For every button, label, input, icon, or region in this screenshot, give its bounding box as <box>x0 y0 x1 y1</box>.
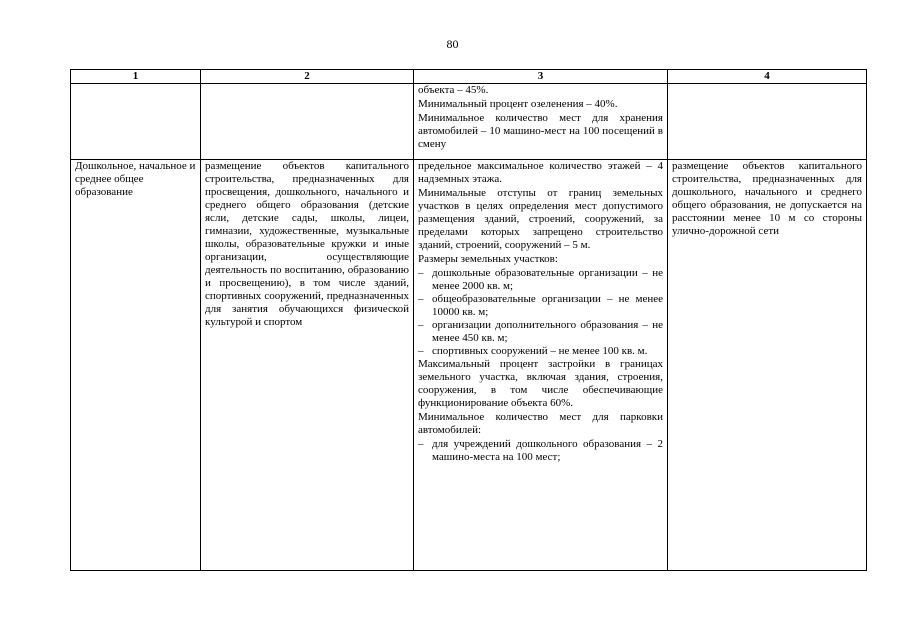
row1-col1 <box>71 84 201 160</box>
list-item-text: спортивных сооружений – не менее 100 кв. м. <box>432 345 648 357</box>
header-col-4: 4 <box>668 70 867 84</box>
list-item <box>418 438 663 464</box>
dash-mark: – <box>418 319 424 331</box>
row1-col4 <box>668 84 867 160</box>
restrictions: размещение объектов капитального строительства, предназначенных для дошкольного, начального и среднего общего образования, не допускается на расстоянии менее 10 м со стороны улично-дорожной сети <box>668 160 867 571</box>
floors-limit: предельное максимальное количество этажей – 4 надземных этажа. <box>418 160 663 185</box>
list-item <box>418 267 663 293</box>
row1-col3 <box>414 84 668 160</box>
header-col-1: 1 <box>71 70 201 84</box>
table-row <box>71 160 867 571</box>
parameters-cell <box>414 160 668 571</box>
header-col-3: 3 <box>414 70 668 84</box>
list-item <box>418 345 663 358</box>
page-number: 80 <box>446 37 459 51</box>
row1-col3-line2: Минимальный процент озеленения – 40%. <box>418 98 618 110</box>
setbacks: Минимальные отступы от границ земельных участков в целях определения мест допустимого размещения зданий, строений, сооружений, за пределами которых запрещено строительство зданий, строений, сооружений – 5 м. <box>418 187 663 251</box>
list-item-text: дошкольные образовательные организации – не менее 2000 кв. м; <box>432 267 663 292</box>
activity-description: размещение объектов капитального строительства, предназначенных для просвещения, дошкольного, начального и среднего общего образования (детские ясли, детские сады, школы, лицеи, гимназии, художественные, музыкальные школы, образовательные кружки и иные организации, осуществляющие деятельность по воспитанию, образованию и просвещению), в том числе зданий, спортивных сооружений, предназначенных для занятия обучающихся физической культурой и спортом <box>201 160 414 571</box>
row1-col3-line3: Минимальное количество мест для хранения автомобилей – 10 машино-мест на 100 посещений в смену <box>418 112 663 150</box>
dash-mark: – <box>418 293 424 305</box>
sizes-title: Размеры земельных участков: <box>418 253 558 265</box>
header-col-2: 2 <box>201 70 414 84</box>
land-use-table <box>70 69 867 571</box>
row1-col3-line1: объекта – 45%. <box>418 84 489 96</box>
parking-title: Минимальное количество мест для парковки автомобилей: <box>418 411 663 436</box>
activity-name: Дошкольное, начальное и среднее общее образование <box>71 160 201 571</box>
header-row <box>71 70 867 84</box>
list-item <box>418 293 663 319</box>
list-item-text: организации дополнительного образования – не менее 450 кв. м; <box>432 319 663 344</box>
dash-mark: – <box>418 345 424 357</box>
dash-mark: – <box>418 438 424 450</box>
max-build-percent: Максимальный процент застройки в границах земельного участка, включая здания, строения, сооружения, в том числе обеспечивающие функционирование объекта 60%. <box>418 358 663 409</box>
list-item-text: для учреждений дошкольного образования – 2 машино-места на 100 мест; <box>432 438 663 463</box>
dash-mark: – <box>418 267 424 279</box>
table-row <box>71 84 867 160</box>
list-item <box>418 319 663 345</box>
row1-col2 <box>201 84 414 160</box>
list-item-text: общеобразовательные организации – не менее 10000 кв. м; <box>432 293 663 318</box>
